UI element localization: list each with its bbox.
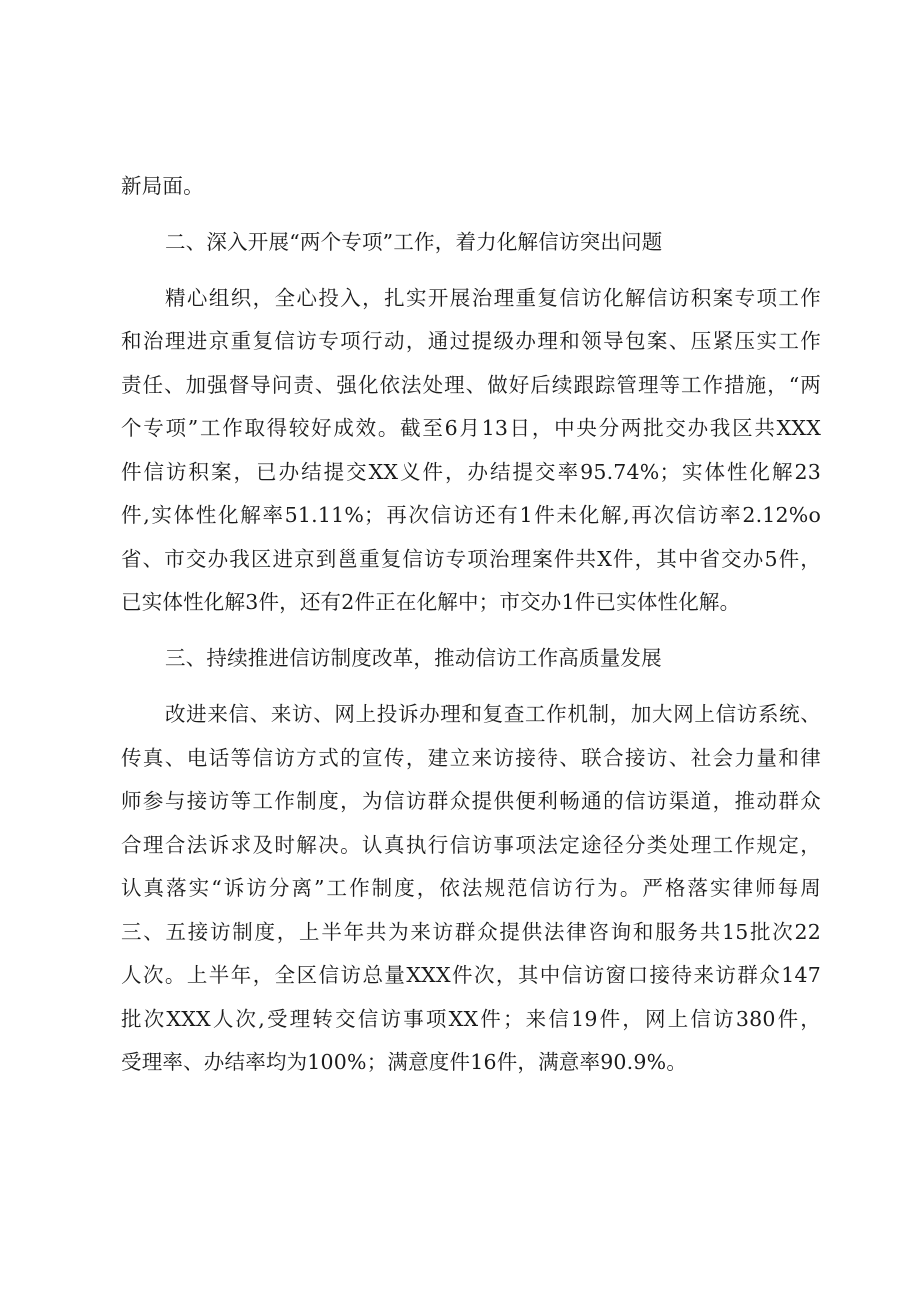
paragraph-line: 和治理进京重复信访专项行动，通过提级办理和领导包案、压紧压实工作 <box>121 329 821 353</box>
paragraph-line: 合理合法诉求及时解决。认真执行信访事项法定途径分类处理工作规定， <box>121 833 821 857</box>
paragraph-line: 已实体性化解3件，还有2件正在化解中；市交办1件已实体性化解。 <box>121 590 741 614</box>
paragraph-line: 个专项”工作取得较好成效。截至6月13日，中央分两批交办我区共XXX <box>121 416 821 440</box>
section-heading-2: 二、深入开展“两个专项”工作，着力化解信访突出问题 <box>165 230 663 254</box>
section-heading-3: 三、持续推进信访制度改革，推动信访工作高质量发展 <box>165 646 662 670</box>
paragraph-line: 师参与接访等工作制度，为信访群众提供便利畅通的信访渠道，推动群众 <box>121 789 821 813</box>
paragraph-line: 精心组织，全心投入，扎实开展治理重复信访化解信访积案专项工作 <box>165 286 821 310</box>
paragraph-line: 人次。上半年，全区信访总量XXX件次，其中信访窗口接待来访群众147 <box>121 963 821 987</box>
fragment-line: 新局面。 <box>121 174 204 198</box>
paragraph-line: 省、市交办我区进京到邕重复信访专项治理案件共X件，其中省交办5件， <box>121 547 821 571</box>
paragraph-line: 责任、加强督导问责、强化依法处理、做好后续跟踪管理等工作措施，“两 <box>121 373 821 397</box>
paragraph-line: 改进来信、来访、网上投诉办理和复查工作机制，加大网上信访系统、 <box>165 702 821 726</box>
paragraph-line: 受理率、办结率均为100%；满意度件16件，满意率90.9%。 <box>121 1050 688 1074</box>
paragraph-line: 件信访积案，已办结提交XX义件，办结提交率95.74%；实体性化解23 <box>121 460 821 484</box>
paragraph-line: 三、五接访制度，上半年共为来访群众提供法律咨询和服务共15批次22 <box>121 920 821 944</box>
paragraph-line: 批次XXX人次,受理转交信访事项XX件；来信19件，网上信访380件， <box>121 1007 821 1031</box>
paragraph-line: 件,实体性化解率51.11%；再次信访还有1件未化解,再次信访率2.12%o <box>121 503 821 527</box>
paragraph-line: 认真落实“诉访分离”工作制度，依法规范信访行为。严格落实律师每周 <box>121 876 821 900</box>
paragraph-line: 传真、电话等信访方式的宣传，建立来访接待、联合接访、社会力量和律 <box>121 746 821 770</box>
